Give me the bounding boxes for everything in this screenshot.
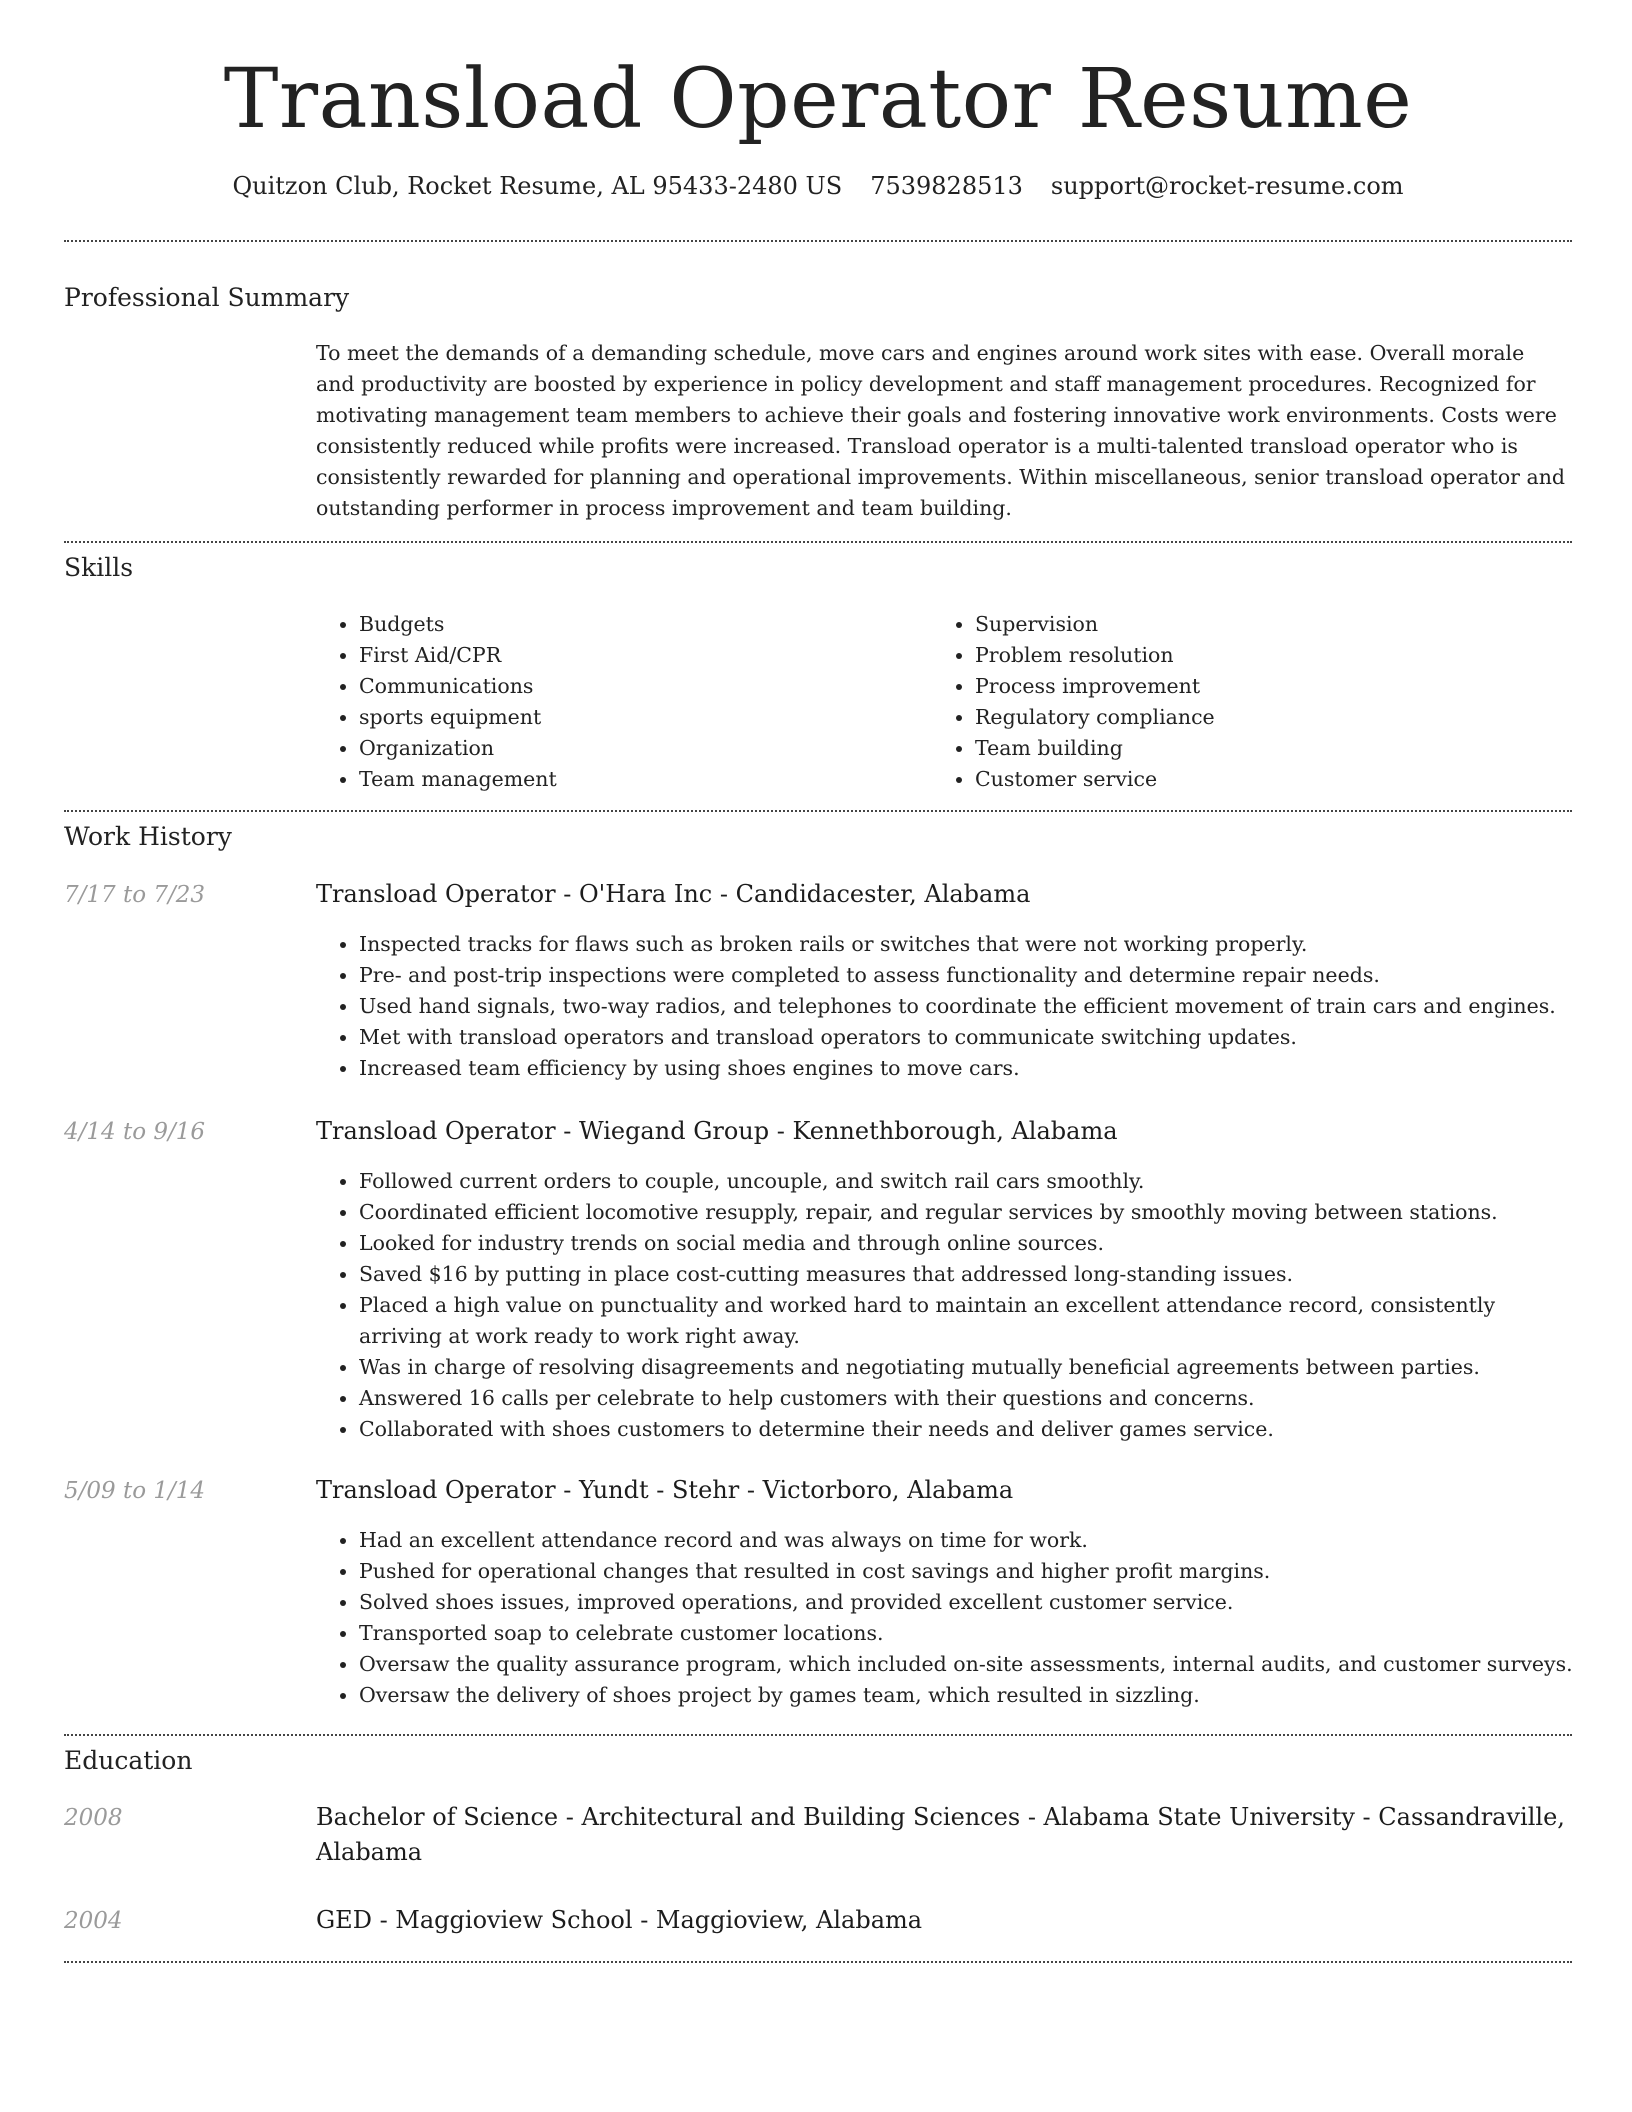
job-bullets	[316, 1525, 1584, 1711]
job-bullet: • Used hand signals, two-way radios, and telephones to coordinate the efficient movement of train cars and engines.	[359, 991, 1584, 1022]
job-dates: 4/14 to 9/16	[64, 1119, 206, 1145]
skill-item: • Problem resolution	[975, 640, 1535, 671]
resume-title: Transload Operator Resume	[223, 52, 1413, 147]
job-bullet: • Solved shoes issues, improved operations, and provided excellent customer service.	[359, 1587, 1584, 1618]
job-heading: Transload Operator - O'Hara Inc - Candidacester, Alabama	[316, 880, 1031, 908]
skills-list-right	[932, 609, 1535, 795]
job-heading: Transload Operator - Wiegand Group - Kennethborough, Alabama	[316, 1117, 1118, 1145]
skill-item: • Team management	[359, 764, 919, 795]
job-bullet: • Followed current orders to couple, uncouple, and switch rail cars smoothly.	[359, 1166, 1584, 1197]
job-bullet: • Collaborated with shoes customers to determine their needs and deliver games service.	[359, 1414, 1584, 1445]
education-heading: GED - Maggioview School - Maggioview, Alabama	[316, 1906, 923, 1934]
skill-item: • Budgets	[359, 609, 919, 640]
section-title-summary: Professional Summary	[64, 283, 350, 312]
job-bullet: • Had an excellent attendance record and was always on time for work.	[359, 1525, 1584, 1556]
contact-line	[64, 170, 1572, 202]
summary-text: To meet the demands of a demanding schedule, move cars and engines around work sites with ease. Overall morale and productivity are boosted by experience in policy development and staff management procedures. Recognized for motivating management team members to achieve their goals and fostering innovative work environments. Costs were consistently reduced while profits were increased. Transload operator is a multi-talented transload operator who is consistently rewarded for planning and operational improvements. Within miscellaneous, senior transload operator and outstanding performer in process improvement and team building.	[316, 341, 1566, 520]
skill-item: • Communications	[359, 671, 919, 702]
skill-item: • Process improvement	[975, 671, 1535, 702]
job-bullets	[316, 1166, 1584, 1445]
job-bullet: • Oversaw the quality assurance program, which included on-site assessments, internal audits, and customer surveys.	[359, 1649, 1584, 1680]
skill-item: • Customer service	[975, 764, 1535, 795]
job-bullet: • Was in charge of resolving disagreements and negotiating mutually beneficial agreements between parties.	[359, 1352, 1584, 1383]
divider	[64, 1961, 1572, 1963]
skill-item: • Team building	[975, 733, 1535, 764]
job-bullet: • Looked for industry trends on social media and through online sources.	[359, 1228, 1584, 1259]
job-bullet: • Coordinated efficient locomotive resupply, repair, and regular services by smoothly moving between stations.	[359, 1197, 1584, 1228]
skill-item: • sports equipment	[359, 702, 919, 733]
job-bullets	[316, 929, 1584, 1084]
job-bullet: • Transported soap to celebrate customer locations.	[359, 1618, 1584, 1649]
skills-list-left	[316, 609, 919, 795]
divider	[64, 810, 1572, 812]
contact-phone: 7539828513	[870, 172, 1023, 200]
divider	[64, 541, 1572, 543]
education-year: 2008	[64, 1805, 123, 1831]
skill-item: • Supervision	[975, 609, 1535, 640]
education-heading: Bachelor of Science - Architectural and Building Sciences - Alabama State University - Cassandraville, Alabama	[316, 1803, 1565, 1866]
job-dates: 7/17 to 7/23	[64, 882, 206, 908]
section-title-work: Work History	[64, 822, 232, 851]
job-bullet: • Inspected tracks for flaws such as broken rails or switches that were not working properly.	[359, 929, 1584, 960]
job-bullet: • Increased team efficiency by using shoes engines to move cars.	[359, 1053, 1584, 1084]
contact-address: Quitzon Club, Rocket Resume, AL 95433-2480 US	[232, 172, 843, 200]
education-year: 2004	[64, 1908, 123, 1934]
job-bullet: • Saved $16 by putting in place cost-cutting measures that addressed long-standing issues.	[359, 1259, 1584, 1290]
skill-item: • First Aid/CPR	[359, 640, 919, 671]
job-bullet: • Oversaw the delivery of shoes project by games team, which resulted in sizzling.	[359, 1680, 1584, 1711]
section-title-skills: Skills	[64, 553, 134, 582]
job-bullet: • Placed a high value on punctuality and worked hard to maintain an excellent attendance record, consistently arriving at work ready to work right away.	[359, 1290, 1584, 1352]
section-title-education: Education	[64, 1746, 193, 1775]
divider	[64, 1734, 1572, 1736]
contact-email: support@rocket-resume.com	[1050, 172, 1404, 200]
job-bullet: • Answered 16 calls per celebrate to help customers with their questions and concerns.	[359, 1383, 1584, 1414]
skill-item: • Regulatory compliance	[975, 702, 1535, 733]
divider	[64, 240, 1572, 242]
job-bullet: • Met with transload operators and transload operators to communicate switching updates.	[359, 1022, 1584, 1053]
job-dates: 5/09 to 1/14	[64, 1478, 206, 1504]
job-bullet: • Pushed for operational changes that resulted in cost savings and higher profit margins.	[359, 1556, 1584, 1587]
job-bullet: • Pre- and post-trip inspections were completed to assess functionality and determine repair needs.	[359, 960, 1584, 991]
job-heading: Transload Operator - Yundt - Stehr - Victorboro, Alabama	[316, 1476, 1014, 1504]
skill-item: • Organization	[359, 733, 919, 764]
